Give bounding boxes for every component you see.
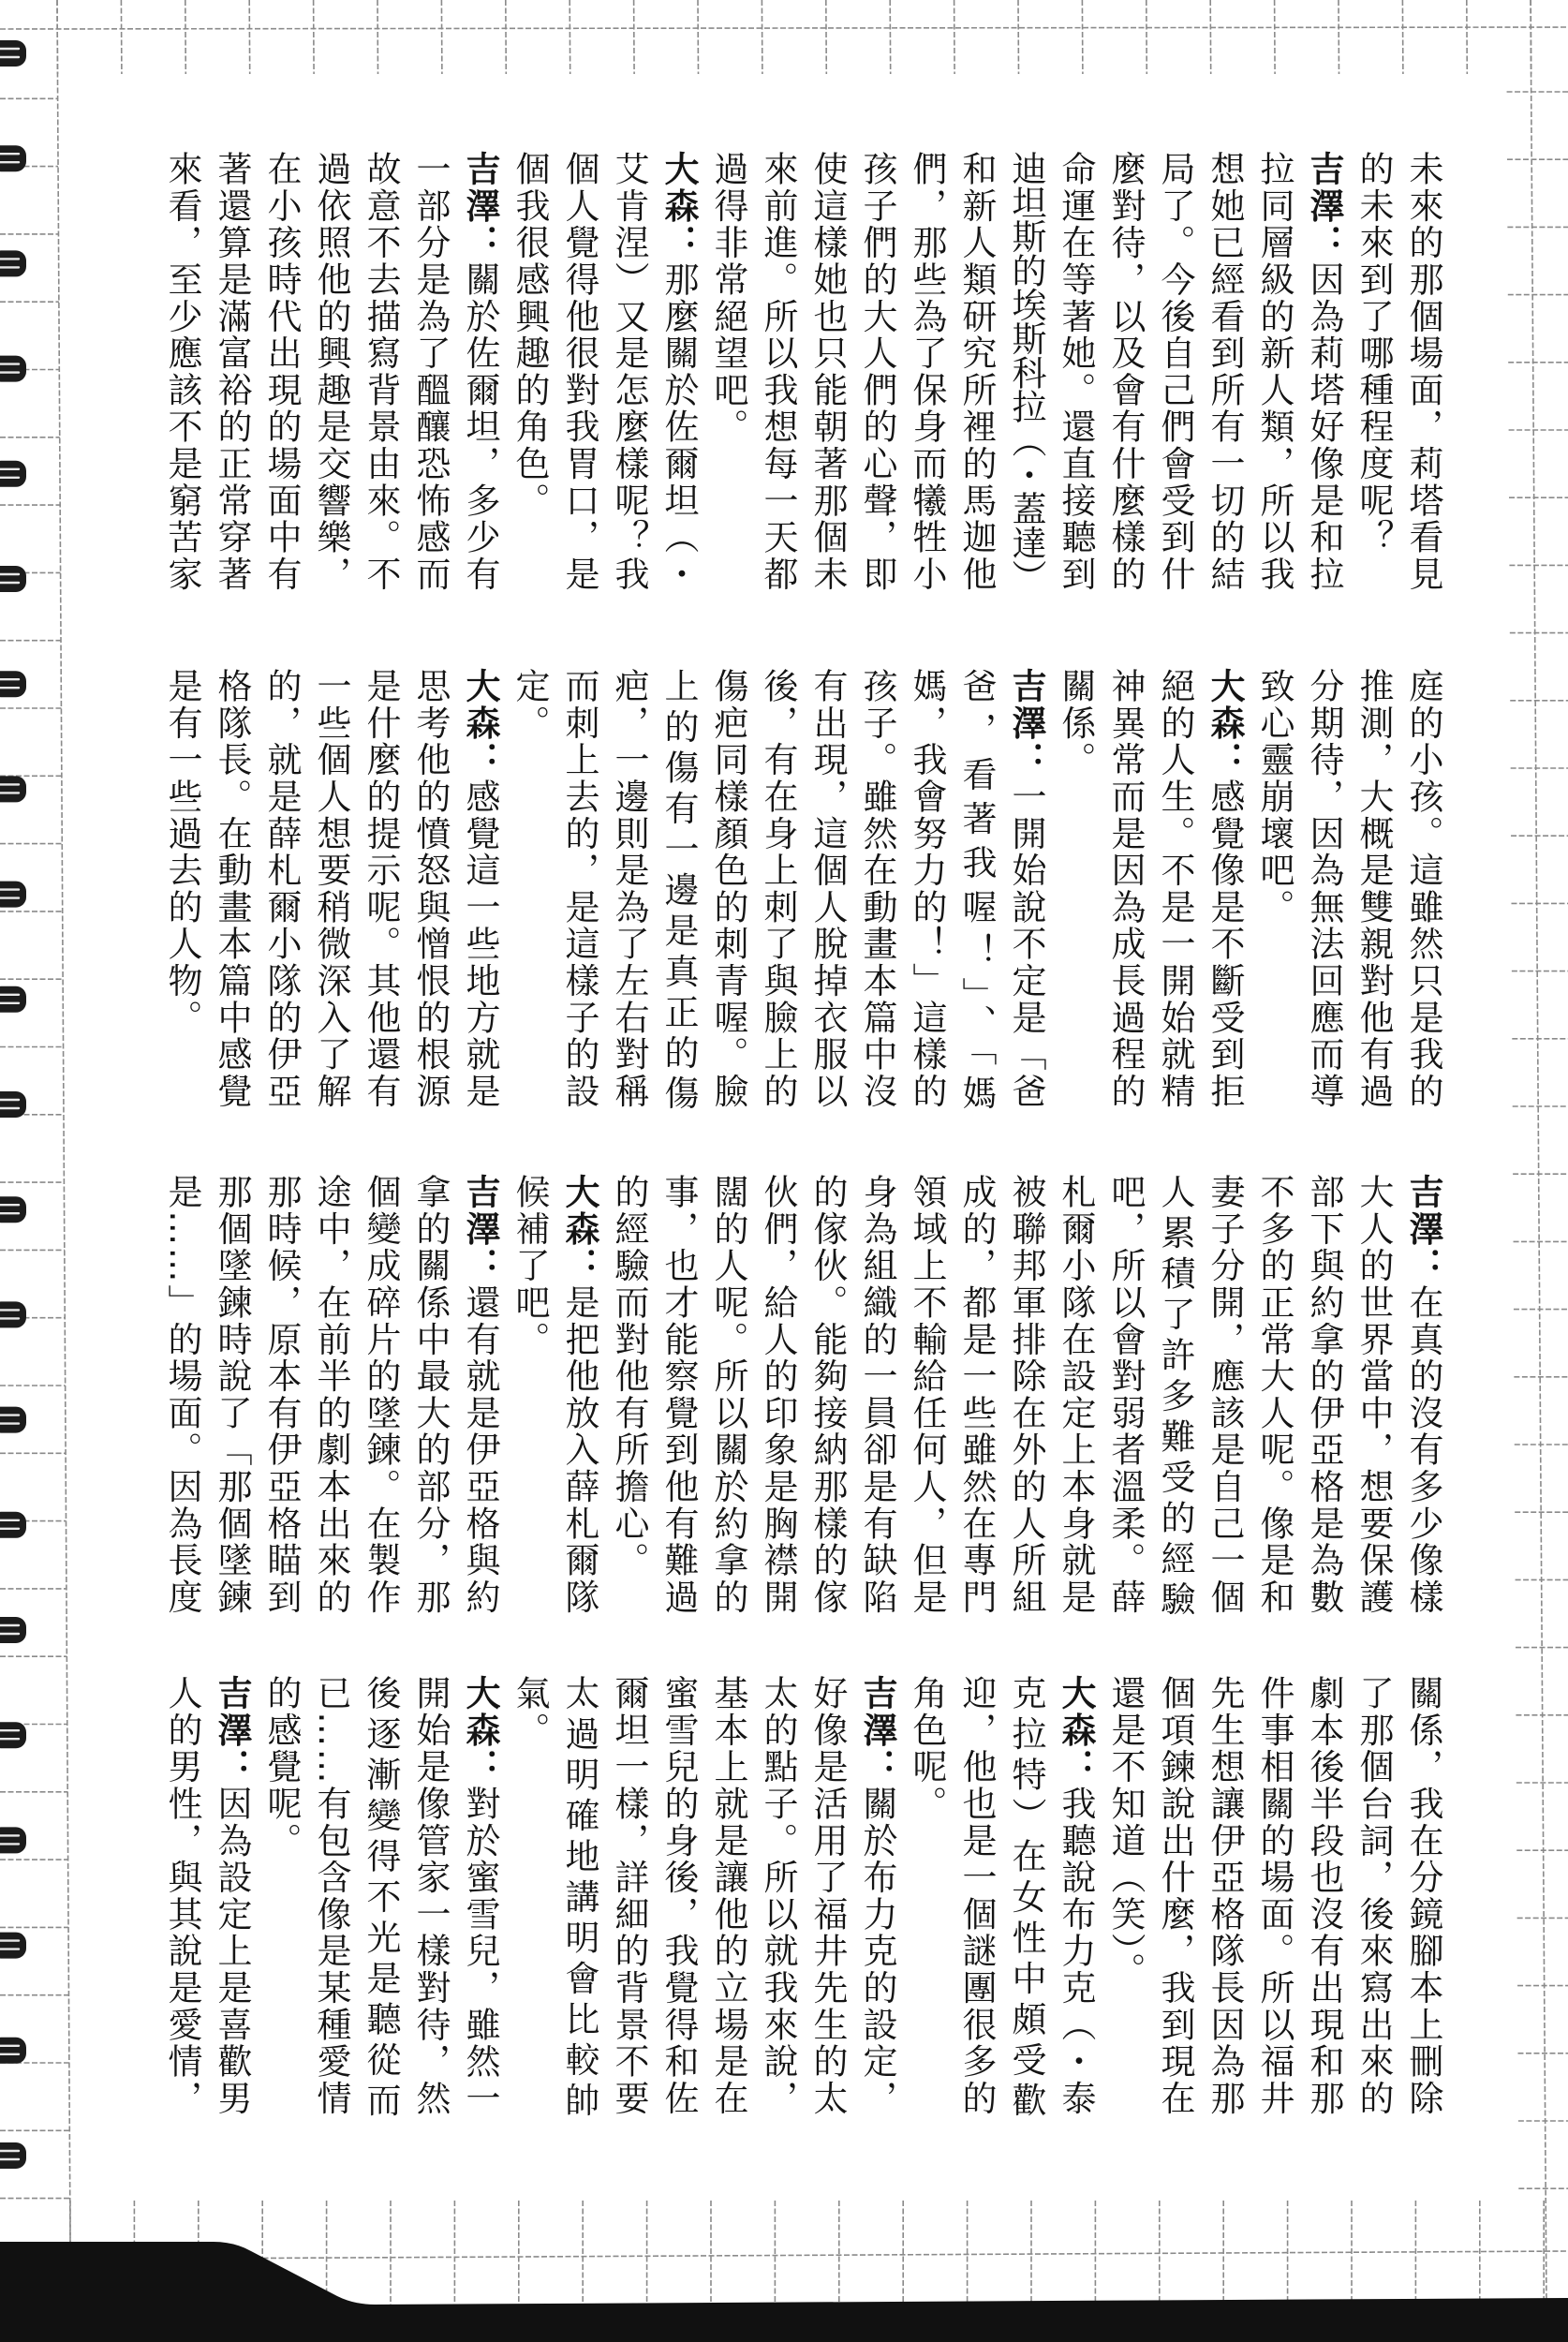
column-text: 上的傷有一邊是真正的傷	[658, 668, 699, 1112]
spiral-ring-icon	[0, 1301, 26, 1327]
column-text: 迎，他也是一個謎團很多的	[956, 1675, 997, 2117]
text-column	[356, 1675, 406, 2119]
text-column	[1250, 1675, 1299, 2119]
column-text: 伙們，給人的印象是胸襟開	[758, 1174, 798, 1616]
column-text: 過得非常絕望吧。	[708, 151, 748, 446]
grid-line	[57, 0, 70, 2242]
column-text: 角色呢。	[907, 1675, 947, 1823]
text-column	[1150, 668, 1200, 1112]
text-column	[1200, 1174, 1250, 1618]
spiral-ring-icon	[0, 250, 26, 276]
column-text: 致心靈崩壞吧。	[1254, 668, 1294, 926]
text-column	[803, 1174, 852, 1618]
text-column	[455, 151, 505, 595]
text-column	[703, 151, 753, 595]
text-column	[207, 1675, 257, 2119]
column-text: 被聯邦軍排除在外的人所組	[1006, 1174, 1046, 1616]
column-text: 身為組織的一員卻是有缺陷	[857, 1174, 897, 1616]
text-column	[1200, 668, 1250, 1112]
text-column	[1101, 1174, 1150, 1618]
column-text: 思考他的憤怒與憎恨的根源	[410, 668, 451, 1110]
speaker-label: 大森：	[460, 1675, 500, 1786]
grid-line	[1082, 0, 1083, 74]
column-text: 拿的關係中最大的部分，那	[410, 1174, 451, 1616]
grid-line	[826, 0, 827, 74]
column-text: 庭的小孩。這雖然只是我的	[1403, 668, 1443, 1110]
column-text: 命運在等著她。還直接聽到	[1056, 151, 1096, 593]
text-column	[505, 1675, 555, 2119]
column-text: 和新人類研究所裡的馬迦他	[956, 151, 997, 593]
grid-line	[121, 0, 122, 74]
text-column	[1349, 1174, 1398, 1618]
text-column	[1398, 1174, 1448, 1618]
column-text: 太過明確地講明會比較帥	[559, 1675, 599, 2119]
text-column	[207, 151, 257, 595]
text-block-2	[157, 668, 1448, 1112]
column-text: 分期待，因為無法回應而導	[1304, 668, 1344, 1110]
column-text: 那時候，原本有伊亞格瞄到	[261, 1174, 302, 1616]
text-column	[1349, 668, 1398, 1112]
column-text: 人累積了許多難受的經驗	[1155, 1174, 1195, 1618]
text-column	[852, 151, 902, 595]
text-column	[555, 1174, 604, 1618]
column-text: 使這樣她也只能朝著那個未	[807, 151, 848, 593]
text-column	[505, 668, 555, 1112]
column-text: 還有就是伊亞格與約	[460, 1283, 500, 1616]
column-text: 定。	[510, 668, 550, 742]
text-column	[1150, 1675, 1200, 2119]
text-column	[306, 668, 356, 1112]
text-column	[1051, 668, 1101, 1112]
grid-line	[1275, 0, 1276, 74]
spiral-binding	[0, 40, 26, 2169]
speaker-label: 吉澤：	[857, 1675, 897, 1786]
spiral-ring-icon	[0, 986, 26, 1013]
text-column	[604, 1174, 654, 1618]
text-column	[1051, 1675, 1101, 2119]
text-column	[505, 151, 555, 595]
text-column	[157, 151, 207, 595]
column-text: 絕的人生。不是一開始就精	[1155, 668, 1195, 1110]
text-column	[803, 151, 852, 595]
column-text: 太的點子。所以就我來說，	[758, 1675, 798, 2117]
text-block-1	[157, 151, 1448, 595]
column-text: 是有一些過去的人物。	[162, 668, 202, 1036]
text-column	[852, 1675, 902, 2119]
text-column	[207, 668, 257, 1112]
column-text: 爾坦一樣，詳細的背景不要	[609, 1675, 649, 2117]
column-text: 是把他放入薛札爾隊	[559, 1283, 599, 1616]
column-text: 劇本後半段也沒有出現和那	[1304, 1675, 1344, 2117]
column-text: 大人的世界當中，想要保護	[1354, 1174, 1394, 1616]
text-column	[753, 668, 803, 1112]
text-column	[1051, 151, 1101, 595]
column-text: 還是不知道（笑）。	[1105, 1675, 1146, 1990]
column-text: 對於蜜雪兒，雖然一	[460, 1785, 500, 2117]
text-column	[902, 151, 952, 595]
column-text: 個人覺得他很對我胃口，是	[559, 151, 599, 593]
grid-line	[1018, 0, 1019, 74]
column-text: 關於布力克的設定，	[857, 1785, 897, 2117]
column-text: 推測，大概是雙親對他有過	[1354, 668, 1394, 1110]
column-text: 個我很感興趣的角色。	[510, 151, 550, 519]
column-text: 一些個人想要稍微深入了解	[311, 668, 351, 1110]
column-text: 闊的人呢。所以關於約拿的	[708, 1174, 748, 1616]
spiral-ring-icon	[0, 1512, 26, 1538]
column-text: 的經驗而對他有所擔心。	[609, 1174, 649, 1579]
column-text: 們，那些為了保身而犧牲小	[907, 151, 947, 593]
column-text: 因為莉塔好像是和拉	[1304, 260, 1344, 593]
text-column	[952, 1174, 1001, 1618]
spiral-ring-icon	[0, 1722, 26, 1748]
column-text: 事，也才能察覺到他有難過	[658, 1174, 699, 1616]
text-column	[1398, 668, 1448, 1112]
column-text: 不多的正常大人呢。像是和	[1254, 1174, 1294, 1616]
text-column	[505, 1174, 555, 1618]
text-column	[1001, 151, 1051, 595]
speaker-label: 吉澤：	[1403, 1174, 1443, 1284]
speaker-label: 大森：	[1205, 668, 1245, 778]
text-column	[157, 1675, 207, 2119]
text-column	[406, 668, 455, 1112]
column-text: 麼對待，以及會有什麼樣的	[1105, 151, 1146, 593]
grid-line	[954, 0, 955, 74]
column-text: 過依照他的興趣是交響樂，	[311, 151, 351, 593]
text-column	[1101, 151, 1150, 595]
text-column	[1200, 1675, 1250, 2119]
speaker-label: 吉澤：	[1304, 151, 1344, 261]
column-text: 關係，我在分鏡腳本上刪除	[1403, 1675, 1443, 2117]
column-text: 故意不去描寫背景由來。不	[361, 151, 401, 593]
grid-line	[1210, 0, 1211, 74]
text-column	[1398, 151, 1448, 595]
text-column	[555, 1675, 604, 2119]
text-column	[306, 1675, 356, 2119]
column-text: 的傢伙。能夠接納那樣的傢	[807, 1174, 848, 1616]
grid-line	[506, 0, 507, 74]
text-column	[703, 1675, 753, 2119]
column-text: 神異常而是因為成長過程的	[1105, 668, 1146, 1110]
spiral-ring-icon	[0, 566, 26, 592]
spiral-ring-icon	[0, 461, 26, 487]
column-text: 關係。	[1056, 668, 1096, 778]
text-column	[1001, 668, 1051, 1112]
column-text: 感覺這一些地方就是	[460, 778, 500, 1110]
column-text: 我聽說布力克（・泰	[1056, 1785, 1096, 2117]
speaker-label: 大森：	[559, 1174, 599, 1284]
column-text: 迪坦斯的埃斯科拉（・蓋達）	[1006, 151, 1046, 594]
column-text: 在真的沒有多少像樣	[1403, 1283, 1443, 1616]
spiral-ring-icon	[0, 671, 26, 697]
column-text: 候補了吧。	[510, 1174, 550, 1358]
column-text: 艾肯涅）又是怎麼樣呢？我	[609, 151, 649, 593]
column-text: 疤，一邊則是為了左右對稱	[609, 668, 649, 1110]
text-column	[1349, 1675, 1398, 2119]
text-column	[1150, 151, 1200, 595]
text-column	[356, 151, 406, 595]
column-text: 關於佐爾坦，多少有	[460, 260, 500, 593]
text-column	[1001, 1174, 1051, 1618]
text-column	[703, 668, 753, 1112]
spiral-ring-icon	[0, 40, 26, 67]
column-text: 了那個台詞，後來寫出來的	[1354, 1675, 1394, 2117]
column-text: 後逐漸變得不光是聽從而	[361, 1675, 401, 2119]
text-column	[257, 1675, 306, 2119]
text-column	[1299, 1675, 1349, 2119]
text-column	[902, 1675, 952, 2119]
column-text: 札爾小隊在設定上本身就是	[1056, 1174, 1096, 1616]
column-text: 是什麼的提示呢。其他還有	[361, 668, 401, 1110]
text-column	[703, 1174, 753, 1618]
column-text: 那麼關於佐爾坦（・	[658, 260, 699, 593]
grid-line	[1402, 0, 1403, 74]
text-column	[753, 1174, 803, 1618]
column-text: 因為設定上是喜歡男	[212, 1785, 252, 2117]
column-text: 成的，都是一些雖然在專門	[956, 1174, 997, 1616]
column-text: 孩子們的大人們的心聲，即	[857, 151, 897, 593]
column-text: 件事相關的場面。所以福井	[1254, 1675, 1294, 2117]
column-text: 孩子。雖然在動畫本篇中沒	[857, 668, 897, 1110]
text-column	[306, 151, 356, 595]
spiral-ring-icon	[0, 1196, 26, 1223]
grid-line	[1467, 0, 1468, 74]
text-column	[406, 1675, 455, 2119]
column-text: 克拉特）在女性中頗受歡	[1006, 1675, 1046, 2119]
text-block-3	[157, 1174, 1448, 1618]
text-column	[406, 1174, 455, 1618]
text-column	[753, 1675, 803, 2119]
text-column	[803, 668, 852, 1112]
column-text: 的，就是薛札爾小隊的伊亞	[261, 668, 302, 1110]
text-column	[1051, 1174, 1101, 1618]
spiral-ring-icon	[0, 1933, 26, 1959]
column-text: 未來的那個場面，莉塔看見	[1403, 151, 1443, 593]
spiral-ring-icon	[0, 356, 26, 382]
column-text: 格隊長。在動畫本篇中感覺	[212, 668, 252, 1110]
spiral-ring-icon	[0, 2142, 26, 2169]
column-text: 傷疤同樣顏色的刺青喔。臉	[708, 668, 748, 1110]
column-text: 有出現，這個人脫掉衣服以	[807, 668, 848, 1110]
text-column	[455, 1675, 505, 2119]
column-text: 開始是像管家一樣對待，然	[410, 1675, 451, 2117]
column-text: 途中，在前半的劇本出來的	[311, 1174, 351, 1616]
column-text: 拉同層級的新人類，所以我	[1254, 151, 1294, 593]
column-text: 來看，至少應該不是窮苦家	[162, 151, 202, 593]
spiral-ring-icon	[0, 2038, 26, 2064]
column-text: 吧，所以會對弱者溫柔。薛	[1105, 1174, 1146, 1616]
spiral-ring-icon	[0, 1091, 26, 1118]
text-column	[1250, 668, 1299, 1112]
column-text: 領域上不輸給任何人，但是	[907, 1174, 947, 1616]
spiral-ring-icon	[0, 1407, 26, 1433]
column-text: 個變成碎片的墜鍊。在製作	[361, 1174, 401, 1616]
text-column	[555, 151, 604, 595]
column-text: 一開始說不定是「爸	[1006, 778, 1046, 1110]
column-text: 媽，我會努力的！」這樣的	[907, 668, 947, 1110]
text-column	[257, 1174, 306, 1618]
speaker-label: 大森：	[658, 151, 699, 261]
column-text: 氣。	[510, 1675, 550, 1749]
column-text: 人的男性，與其說是愛情，	[162, 1675, 202, 2117]
column-text: 部下與約拿的伊亞格是為數	[1304, 1174, 1344, 1616]
text-column	[1101, 1675, 1150, 2119]
grid-line	[249, 0, 250, 74]
text-column	[1299, 1174, 1349, 1618]
speaker-label: 大森：	[460, 668, 500, 778]
text-column	[1150, 1174, 1200, 1618]
text-column	[1250, 1174, 1299, 1618]
grid-line	[698, 0, 699, 74]
text-column	[1299, 668, 1349, 1112]
text-column	[803, 1675, 852, 2119]
text-column	[356, 668, 406, 1112]
grid-line	[890, 0, 891, 74]
column-text: 的感覺呢。	[261, 1675, 302, 1860]
text-column	[257, 668, 306, 1112]
column-text: 先生想讓伊亞格隊長因為那	[1205, 1675, 1245, 2117]
text-column	[852, 1174, 902, 1618]
column-text: 妻子分開，應該是自己一個	[1205, 1174, 1245, 1616]
speaker-label: 吉澤：	[1006, 668, 1046, 778]
text-column	[1398, 1675, 1448, 2119]
column-text: 是……」的場面。因為長度	[162, 1174, 202, 1616]
text-column	[555, 668, 604, 1112]
column-text: 感覺像是不斷受到拒	[1205, 778, 1245, 1110]
text-column	[952, 151, 1001, 595]
text-column	[1001, 1675, 1051, 2119]
spiral-ring-icon	[0, 776, 26, 802]
text-column	[604, 151, 654, 595]
grid-line	[441, 0, 442, 74]
column-text: 一部分是為了醞釀恐怖感而	[410, 151, 451, 593]
grid-line	[1531, 0, 1546, 2305]
text-column	[306, 1174, 356, 1618]
text-column	[753, 151, 803, 595]
text-column	[406, 151, 455, 595]
text-column	[604, 1675, 654, 2119]
column-text: 來前進。所以我想每一天都	[758, 151, 798, 593]
column-text: 爸，看著我喔！」、「媽	[956, 668, 997, 1112]
grid-line	[314, 0, 315, 74]
column-text: 蜜雪兒的身後，我覺得和佐	[658, 1675, 699, 2117]
column-text: 已……有包含像是某種愛情	[311, 1675, 351, 2117]
text-column	[455, 668, 505, 1112]
text-column	[1349, 151, 1398, 595]
text-column	[654, 668, 703, 1112]
text-column	[1101, 668, 1150, 1112]
column-text: 基本上就是讓他的立場是在	[708, 1675, 748, 2117]
text-column	[902, 1174, 952, 1618]
grid-line	[185, 0, 186, 74]
spiral-ring-icon	[0, 145, 26, 171]
speaker-label: 吉澤：	[212, 1675, 252, 1786]
spiral-ring-icon	[0, 1617, 26, 1643]
speaker-label: 吉澤：	[460, 151, 500, 261]
text-column	[157, 668, 207, 1112]
text-column	[654, 1675, 703, 2119]
spiral-ring-icon	[0, 882, 26, 908]
column-text: 而刺上去的，是這樣子的設	[559, 668, 599, 1110]
column-text: 那個墜鍊時說了「那個墜鍊	[212, 1174, 252, 1616]
speaker-label: 大森：	[1056, 1675, 1096, 1786]
column-text: 著還算是滿富裕的正常穿著	[212, 151, 252, 593]
text-column	[207, 1174, 257, 1618]
text-column	[257, 151, 306, 595]
spiral-ring-icon	[0, 1827, 26, 1853]
column-text: 在小孩時代出現的場面中有	[261, 151, 302, 593]
grid-line	[377, 0, 378, 74]
grid-line	[634, 0, 635, 74]
text-column	[902, 668, 952, 1112]
grid-line	[0, 27, 1568, 29]
text-column	[1299, 151, 1349, 595]
column-text: 想她已經看到所有一切的結	[1205, 151, 1245, 593]
text-column	[952, 668, 1001, 1112]
column-text: 局了。今後自己們會受到什	[1155, 151, 1195, 593]
text-column	[157, 1174, 207, 1618]
grid-line	[1146, 0, 1147, 74]
speaker-label: 吉澤：	[460, 1174, 500, 1284]
text-column	[1200, 151, 1250, 595]
page-edge-tab	[0, 2242, 1568, 2342]
text-column	[604, 668, 654, 1112]
text-column	[852, 668, 902, 1112]
text-column	[455, 1174, 505, 1618]
text-column	[356, 1174, 406, 1618]
text-column	[654, 151, 703, 595]
column-text: 的未來到了哪種程度呢？	[1354, 151, 1394, 556]
text-column	[952, 1675, 1001, 2119]
column-text: 後，有在身上刺了與臉上的	[758, 668, 798, 1110]
text-block-4	[157, 1675, 1448, 2119]
text-column	[1250, 151, 1299, 595]
column-text: 好像是活用了福井先生的太	[807, 1675, 848, 2117]
text-column	[654, 1174, 703, 1618]
column-text: 個項鍊說出什麼，我到現在	[1155, 1675, 1195, 2117]
